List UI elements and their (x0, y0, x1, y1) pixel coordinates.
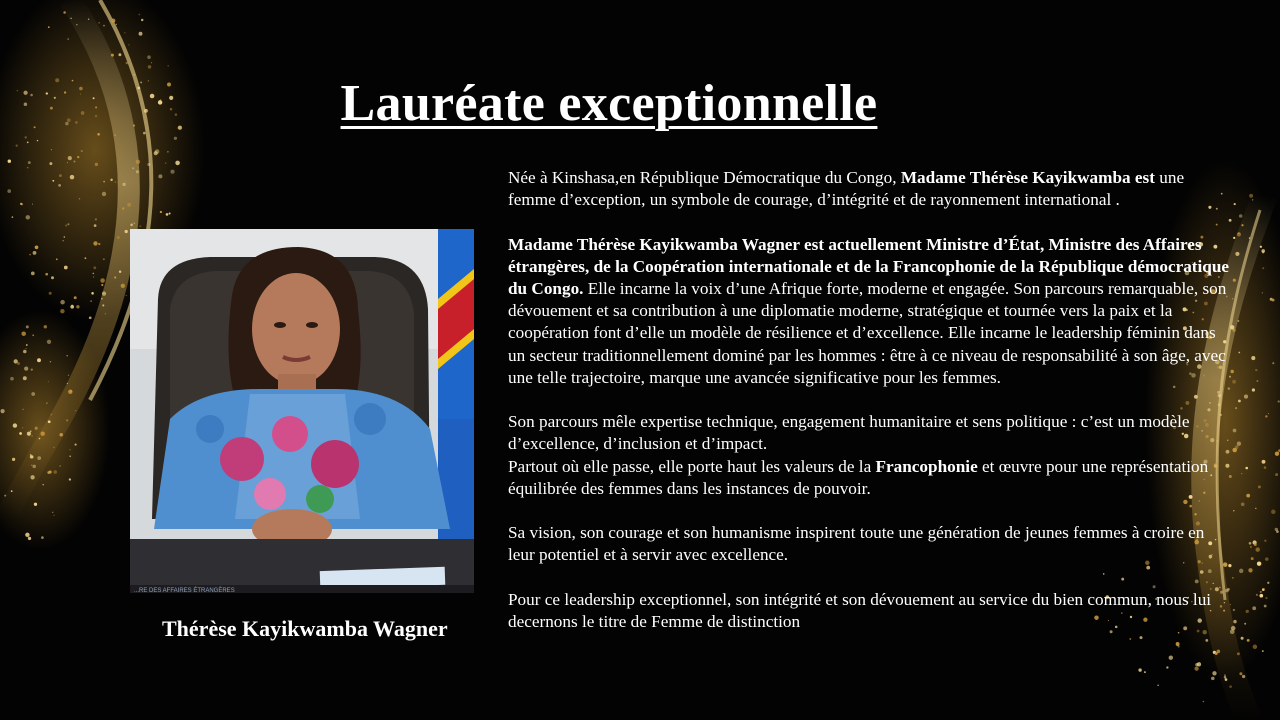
glitter-sparkle (1238, 320, 1240, 322)
glitter-sparkle (1255, 369, 1257, 371)
glitter-sparkle (51, 276, 54, 279)
glitter-sparkle (59, 174, 62, 177)
glitter-sparkle (1259, 594, 1263, 598)
glitter-sparkle (1232, 298, 1233, 299)
glitter-sparkle (67, 383, 68, 384)
glitter-sparkle (124, 32, 125, 33)
glitter-sparkle (32, 334, 34, 336)
glitter-sparkle (22, 427, 23, 428)
glitter-sparkle (1203, 701, 1205, 703)
flag (438, 229, 474, 593)
portrait-caption: Thérèse Kayikwamba Wagner (162, 616, 448, 641)
glitter-sparkle (1248, 568, 1252, 572)
glitter-sparkle (1166, 666, 1168, 668)
glitter-sparkle (25, 136, 27, 138)
glitter-sparkle (37, 140, 38, 141)
glitter-sparkle (114, 276, 116, 278)
glitter-sparkle (1275, 473, 1278, 476)
glitter-sparkle (8, 159, 11, 162)
glitter-sparkle (126, 295, 127, 296)
glitter-sparkle (60, 300, 65, 305)
glitter-sparkle (50, 361, 51, 362)
glitter-sparkle (100, 278, 105, 283)
glitter-sparkle (1255, 508, 1257, 510)
glitter-sparkle (31, 464, 33, 466)
glitter-sparkle (32, 465, 36, 469)
glitter-sparkle (151, 62, 152, 63)
glitter-sparkle (30, 475, 34, 479)
glitter-sparkle (1233, 279, 1236, 282)
glitter-sparkle (101, 298, 103, 300)
glitter-sparkle (1237, 442, 1241, 446)
glitter-sparkle (169, 213, 171, 215)
glitter-sparkle (50, 413, 52, 415)
glitter-sparkle (1244, 623, 1246, 625)
glitter-sparkle (48, 420, 51, 423)
glitter-sparkle (1262, 267, 1264, 269)
glitter-sparkle (119, 270, 121, 272)
glitter-sparkle (41, 536, 44, 539)
glitter-sparkle (1256, 380, 1258, 382)
glitter-sparkle (51, 149, 52, 150)
glitter-sparkle (11, 490, 13, 492)
glitter-sparkle (166, 213, 169, 216)
glitter-sparkle (24, 367, 28, 371)
glitter-sparkle (63, 11, 66, 14)
glitter-sparkle (26, 325, 29, 328)
glitter-sparkle (65, 225, 67, 227)
glitter-sparkle (1249, 194, 1253, 198)
glitter-sparkle (49, 162, 52, 165)
glitter-sparkle (35, 245, 39, 249)
glitter-sparkle (105, 313, 107, 315)
glitter-sparkle (32, 204, 33, 205)
glitter-sparkle (34, 503, 37, 506)
glitter-sparkle (88, 18, 89, 19)
glitter-sparkle (30, 430, 32, 432)
glitter-sparkle (1157, 685, 1158, 686)
glitter-sparkle (1242, 675, 1245, 678)
glitter-sparkle (1239, 569, 1243, 573)
glitter-sparkle (1238, 400, 1241, 403)
glitter-sparkle (1229, 685, 1232, 688)
glitter-sparkle (1169, 656, 1173, 660)
glitter-sparkle (76, 24, 77, 25)
glitter-sparkle (13, 423, 17, 427)
glitter-sparkle (1249, 237, 1250, 238)
glitter-sparkle (1194, 666, 1198, 670)
glitter-sparkle (1241, 502, 1245, 506)
glitter-sparkle (1262, 292, 1263, 293)
glitter-sparkle (1254, 543, 1257, 546)
glitter-sparkle (66, 355, 68, 357)
glitter-sparkle (1230, 325, 1234, 329)
glitter-sparkle (21, 331, 25, 335)
glitter-sparkle (1272, 299, 1275, 302)
glitter-sparkle (1237, 652, 1240, 655)
glitter-sparkle (1251, 356, 1255, 360)
glitter-sparkle (37, 456, 41, 460)
glitter-sparkle (155, 149, 160, 154)
glitter-sparkle (31, 272, 35, 276)
glitter-sparkle (1272, 362, 1274, 364)
glitter-sparkle (138, 14, 140, 16)
glitter-sparkle (60, 465, 61, 466)
glitter-sparkle (60, 309, 64, 313)
glitter-sparkle (25, 348, 26, 349)
glitter-sparkle (1144, 671, 1146, 673)
glitter-sparkle (1231, 370, 1234, 373)
glitter-sparkle (41, 432, 45, 436)
desk-strip-text: ...RE DES AFFAIRES ÉTRANGÈRES (134, 588, 235, 593)
glitter-sparkle (115, 181, 117, 183)
glitter-sparkle (1224, 674, 1226, 676)
glitter-sparkle (1262, 589, 1264, 591)
glitter-sparkle (1251, 557, 1254, 560)
glitter-sparkle (69, 449, 70, 450)
glitter-sparkle (1238, 352, 1240, 354)
glitter-sparkle (1233, 510, 1234, 511)
glitter-sparkle (69, 455, 71, 457)
glitter-sparkle (1247, 639, 1250, 642)
glitter-sparkle (103, 25, 105, 27)
glitter-sparkle (158, 174, 162, 178)
glitter-sparkle (19, 432, 22, 435)
glitter-sparkle (1262, 650, 1264, 652)
glitter-sparkle (1265, 557, 1268, 560)
glitter-sparkle (81, 150, 83, 152)
glitter-sparkle (110, 179, 112, 181)
glitter-sparkle (1268, 413, 1269, 414)
glitter-sparkle (37, 358, 41, 362)
glitter-sparkle (44, 325, 47, 328)
glitter-sparkle (1138, 668, 1141, 671)
glitter-sparkle (79, 198, 81, 200)
glitter-sparkle (33, 251, 37, 255)
paragraph-role: Madame Thérèse Kayikwamba Wagner est actuellement Ministre d’État, Ministre des Affaires étrangères, de la Coopération internationale et de la Francophonie de la République démocratique du Congo. Elle incarne la voix d’une Afrique forte, moderne et engagée. Son parcours remarquable, son dévouement et sa contribution à une diplomatie moderne, stratégique et tournée vers la paix et la coopération font d’elle un modèle de résilience et d’excellence. Elle incarne le leadership féminin dans un secteur traditionnellement dominé par les hommes : être à ce niveau de responsabilité à son âge, avec une telle trajectoire, marque une avancée significative pour les femmes. (508, 234, 1230, 387)
glitter-sparkle (1264, 540, 1266, 542)
glitter-sparkle (1265, 597, 1267, 599)
glitter-sparkle (1246, 610, 1249, 613)
glitter-sparkle (1264, 466, 1267, 469)
glitter-sparkle (53, 447, 55, 449)
glitter-sparkle (1235, 445, 1239, 449)
glitter-sparkle (25, 533, 29, 537)
glitter-sparkle (93, 266, 96, 269)
glitter-sparkle (1252, 388, 1255, 391)
glitter-sparkle (28, 537, 31, 540)
glitter-sparkle (31, 435, 33, 437)
glitter-sparkle (64, 236, 66, 238)
glitter-sparkle (1260, 246, 1262, 248)
glitter-sparkle (1262, 460, 1266, 464)
glitter-sparkle (29, 254, 31, 256)
glitter-sparkle (132, 167, 134, 169)
glitter-sparkle (4, 495, 6, 497)
glitter-sparkle (147, 163, 150, 166)
glitter-sparkle (168, 65, 169, 66)
glitter-sparkle (49, 292, 52, 295)
glitter-sparkle (97, 133, 100, 136)
glitter-sparkle (1267, 582, 1269, 584)
glitter-sparkle (136, 170, 139, 173)
glitter-sparkle (92, 273, 94, 275)
glitter-sparkle (1246, 494, 1250, 498)
portrait-illustration (130, 229, 474, 593)
glitter-sparkle (49, 470, 52, 473)
glitter-sparkle (1264, 605, 1267, 608)
glitter-sparkle (58, 184, 61, 187)
glitter-sparkle (98, 243, 100, 245)
glitter-sparkle (90, 300, 91, 301)
glitter-sparkle (48, 381, 49, 382)
glitter-sparkle (1233, 620, 1236, 623)
glitter-sparkle (39, 438, 41, 440)
glitter-sparkle (21, 203, 23, 205)
glitter-sparkle (139, 32, 143, 36)
glitter-sparkle (102, 192, 106, 196)
glitter-sparkle (1275, 452, 1279, 456)
glitter-sparkle (122, 183, 125, 186)
glitter-sparkle (70, 175, 75, 180)
glitter-sparkle (118, 53, 121, 56)
glitter-sparkle (68, 39, 69, 40)
glitter-sparkle (84, 257, 86, 259)
glitter-sparkle (94, 224, 97, 227)
glitter-sparkle (128, 44, 129, 45)
glitter-sparkle (1212, 671, 1216, 675)
glitter-sparkle (1, 409, 5, 413)
glitter-sparkle (141, 19, 143, 21)
glitter-sparkle (167, 151, 169, 153)
glitter-sparkle (30, 455, 33, 458)
article-body (508, 167, 1230, 655)
glitter-sparkle (174, 137, 177, 140)
glitter-sparkle (1250, 546, 1252, 548)
glitter-sparkle (1224, 676, 1227, 679)
glitter-sparkle (1265, 415, 1267, 417)
glitter-sparkle (76, 305, 79, 308)
glitter-sparkle (53, 515, 54, 516)
glitter-sparkle (1253, 645, 1258, 650)
glitter-sparkle (14, 359, 18, 363)
glitter-sparkle (74, 296, 77, 299)
glitter-sparkle (47, 340, 51, 344)
glitter-sparkle (26, 344, 28, 346)
glitter-sparkle (64, 266, 68, 270)
glitter-sparkle (114, 134, 116, 136)
glitter-sparkle (28, 161, 31, 164)
glitter-sparkle (66, 419, 68, 421)
glitter-sparkle (95, 163, 98, 166)
glitter-sparkle (147, 55, 151, 59)
glitter-sparkle (121, 284, 125, 288)
glitter-sparkle (1233, 609, 1235, 611)
glitter-sparkle (126, 62, 129, 65)
glitter-sparkle (1261, 249, 1265, 253)
glitter-sparkle (52, 180, 54, 182)
glitter-sparkle (1241, 224, 1243, 226)
glitter-sparkle (101, 284, 103, 286)
paragraph-vision: Sa vision, son courage et son humanisme inspirent toute une génération de jeunes femmes à croire en leur potentiel et à servir avec excellence. (508, 523, 1205, 565)
glitter-sparkle (42, 484, 44, 486)
glitter-sparkle (1211, 677, 1215, 681)
glitter-sparkle (160, 211, 162, 213)
glitter-sparkle (1195, 663, 1198, 666)
glitter-sparkle (22, 409, 23, 410)
glitter-sparkle (1252, 606, 1256, 610)
glitter-sparkle (125, 230, 128, 233)
glitter-sparkle (46, 402, 47, 403)
glitter-sparkle (1252, 199, 1253, 200)
glitter-sparkle (53, 470, 57, 474)
glitter-sparkle (68, 156, 72, 160)
glitter-sparkle (12, 458, 15, 461)
glitter-sparkle (116, 24, 117, 25)
glitter-sparkle (68, 390, 73, 395)
glitter-sparkle (1275, 528, 1278, 531)
paragraph-intro: Née à Kinshasa,en République Démocratique du Congo, Madame Thérèse Kayikwamba est une femme d’exception, un symbole de courage, d’intégrité et de rayonnement international . (508, 168, 1185, 210)
glitter-sparkle (1231, 626, 1236, 631)
glitter-sparkle (16, 144, 18, 146)
glitter-sparkle (1233, 429, 1237, 433)
glitter-sparkle (1255, 547, 1259, 551)
glitter-sparkle (26, 215, 30, 219)
glitter-sparkle (70, 305, 74, 309)
glitter-sparkle (1244, 395, 1248, 399)
glitter-sparkle (52, 512, 53, 513)
glitter-sparkle (1245, 467, 1248, 470)
glitter-sparkle (7, 189, 11, 193)
glitter-sparkle (69, 478, 71, 480)
glitter-sparkle (139, 225, 141, 227)
glitter-sparkle (1257, 561, 1261, 565)
glitter-sparkle (27, 142, 29, 144)
glitter-sparkle (165, 162, 166, 163)
glitter-sparkle (103, 181, 105, 183)
glitter-sparkle (27, 432, 31, 436)
glitter-sparkle (98, 22, 99, 23)
glitter-sparkle (136, 160, 140, 164)
glitter-sparkle (93, 276, 94, 277)
glitter-sparkle (23, 350, 27, 354)
glitter-sparkle (122, 207, 124, 209)
glitter-sparkle (1271, 510, 1276, 515)
glitter-sparkle (59, 433, 63, 437)
paragraph-award: Pour ce leadership exceptionnel, son intégrité et son dévouement au service du bien commun, nous lui decernons le titre de Femme de distinction (508, 589, 1212, 631)
glitter-sparkle (127, 203, 131, 207)
glitter-sparkle (1235, 252, 1239, 256)
glitter-sparkle (175, 161, 180, 166)
glitter-sparkle (45, 273, 48, 276)
glitter-sparkle (68, 375, 69, 376)
glitter-sparkle (70, 18, 71, 19)
glitter-sparkle (1234, 203, 1236, 205)
glitter-sparkle (63, 240, 64, 241)
glitter-sparkle (1256, 594, 1258, 596)
glitter-sparkle (31, 368, 33, 370)
glitter-sparkle (23, 376, 27, 380)
glitter-sparkle (93, 241, 97, 245)
glitter-sparkle (74, 161, 76, 163)
glitter-sparkle (1260, 591, 1262, 593)
glitter-sparkle (1249, 542, 1252, 545)
glitter-sparkle (130, 224, 133, 227)
glitter-sparkle (95, 218, 97, 220)
paragraph-career: Son parcours mêle expertise technique, engagement humanitaire et sens politique : c’est un modèle d’excellence, d’inclusion et d’impact. (508, 412, 1190, 454)
glitter-sparkle (1239, 672, 1242, 675)
glitter-sparkle (1237, 232, 1241, 236)
glitter-sparkle (12, 216, 14, 218)
glitter-sparkle (111, 54, 114, 57)
glitter-sparkle (170, 170, 174, 174)
glitter-sparkle (89, 316, 92, 319)
glitter-sparkle (1258, 485, 1261, 488)
glitter-sparkle (134, 223, 135, 224)
glitter-sparkle (1233, 237, 1235, 239)
glitter-sparkle (102, 292, 106, 296)
glitter-sparkle (77, 156, 79, 158)
glitter-sparkle (48, 26, 50, 28)
paragraph-francophonie: Partout où elle passe, elle porte haut les valeurs de la Francophonie et œuvre pour une représentation équilibrée des femmes dans les instances de pouvoir. (508, 456, 1209, 498)
glitter-sparkle (1232, 577, 1234, 579)
portrait-photo (130, 229, 474, 593)
glitter-sparkle (75, 410, 76, 411)
page-title: Lauréate exceptionnelle (340, 75, 878, 132)
glitter-sparkle (1239, 214, 1243, 218)
glitter-sparkle (117, 236, 120, 239)
glitter-sparkle (1232, 380, 1236, 384)
glitter-sparkle (103, 258, 105, 260)
glitter-sparkle (56, 258, 58, 260)
glitter-sparkle (35, 427, 38, 430)
glitter-sparkle (1225, 678, 1228, 681)
glitter-sparkle (67, 223, 69, 225)
glitter-sparkle (102, 304, 104, 306)
glitter-sparkle (31, 392, 35, 396)
glitter-sparkle (75, 444, 77, 446)
glitter-sparkle (91, 292, 94, 295)
glitter-sparkle (10, 377, 14, 381)
glitter-sparkle (1235, 407, 1237, 409)
glitter-sparkle (1241, 637, 1244, 640)
glitter-sparkle (27, 167, 28, 168)
glitter-sparkle (67, 162, 68, 163)
glitter-sparkle (148, 65, 152, 69)
glitter-sparkle (111, 19, 115, 23)
glitter-sparkle (1241, 473, 1242, 474)
